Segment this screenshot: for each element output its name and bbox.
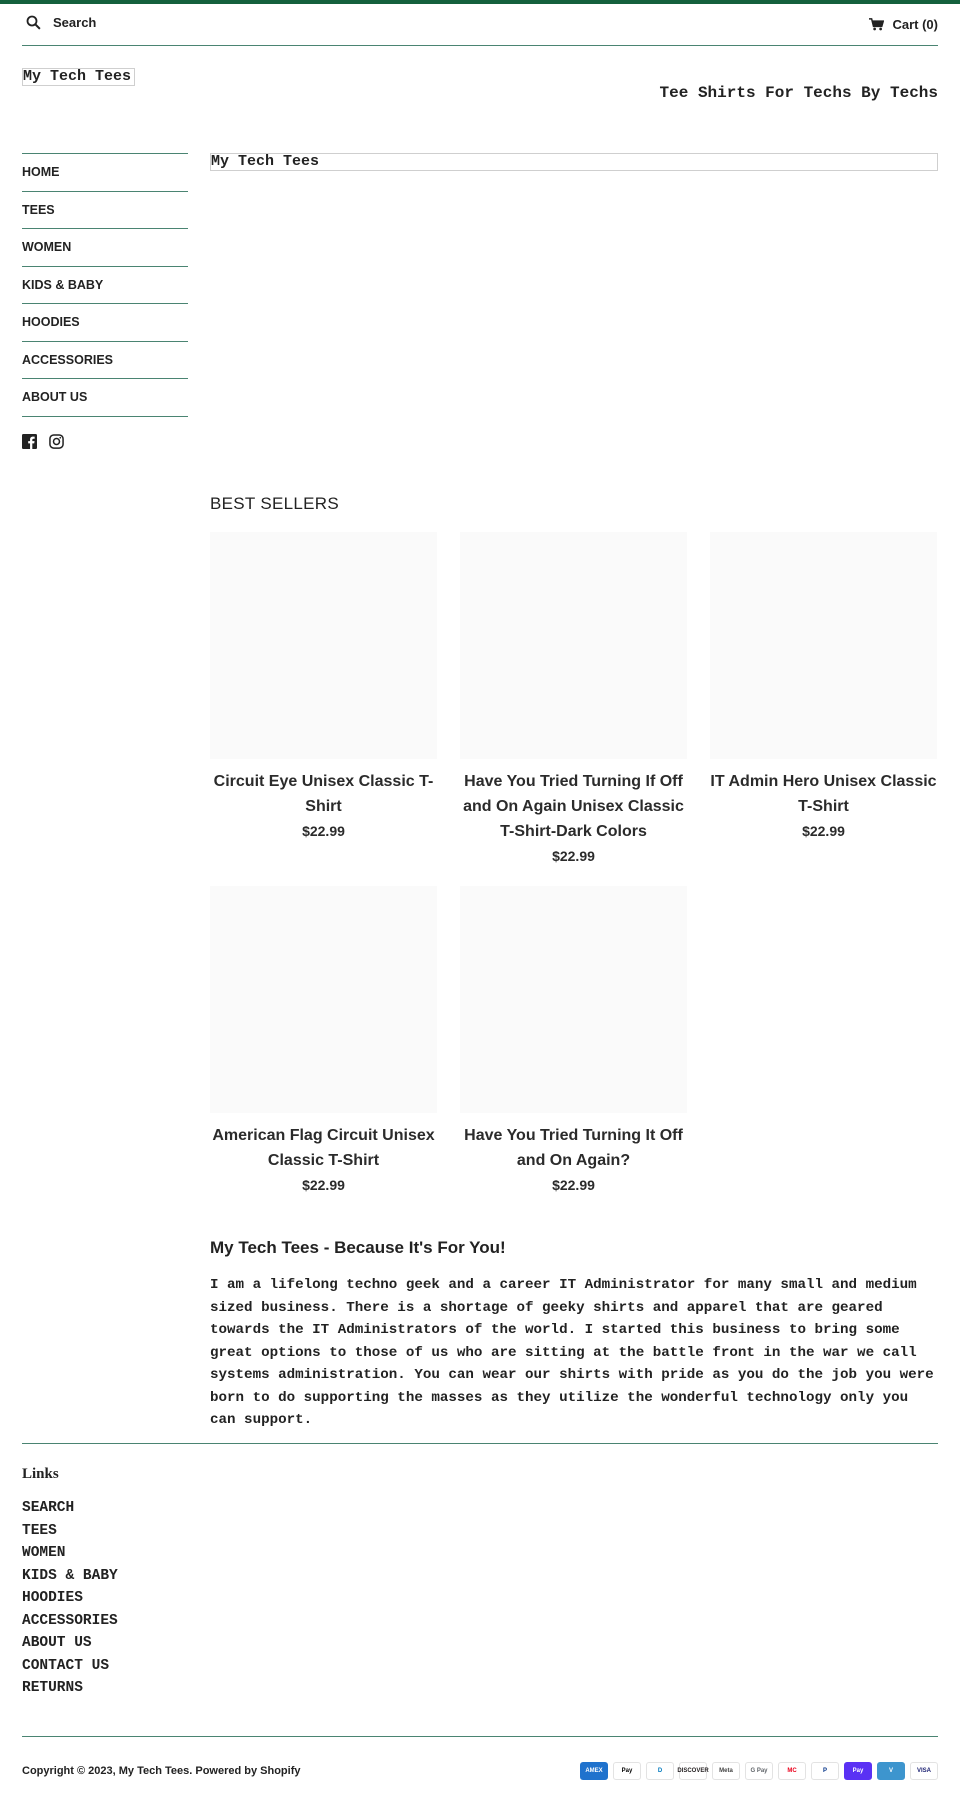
copyright-text: Copyright © 2023, My Tech Tees. Powered by Shopify [22,1765,301,1777]
footer-link-tees[interactable]: TEES [22,1522,57,1539]
product-price: $22.99 [302,823,345,839]
footer-link-contact-us[interactable]: CONTACT US [22,1657,110,1674]
sidebar-item-women[interactable]: WOMEN [22,229,188,267]
visa-icon: VISA [910,1762,938,1780]
paypal-icon: P [811,1762,839,1780]
discover-icon: DISCOVER [679,1762,707,1780]
mastercard-icon: MC [778,1762,806,1780]
footer-link-women[interactable]: WOMEN [22,1545,66,1561]
sidebar-item-tees[interactable]: TEES [22,192,188,230]
meta-pay-icon: Meta [712,1762,740,1780]
product-card[interactable] [210,532,437,843]
product-image[interactable] [210,532,437,759]
footer-link-about-us[interactable]: ABOUT US [22,1635,92,1651]
product-card[interactable] [460,886,687,1197]
footer-divider [22,1443,938,1444]
shop-pay-icon: Pay [844,1762,872,1780]
footer-link-kids-baby[interactable]: KIDS & BABY [22,1567,118,1584]
product-title[interactable]: Circuit Eye Unisex Classic T-Shirt [213,773,434,815]
footer-link-search[interactable]: SEARCH [22,1500,75,1516]
site-logo[interactable]: My Tech Tees [22,68,135,86]
product-title[interactable]: Have You Tried Turning If Off and On Again Unisex Classic T-Shirt-Dark Colors [463,773,684,840]
sidebar-nav [22,153,188,417]
product-title[interactable]: Have You Tried Turning It Off and On Again? [464,1127,683,1169]
product-image[interactable] [210,886,437,1113]
sidebar-item-home[interactable]: HOME [22,154,188,192]
footer-links-title: Links [22,1466,59,1482]
product-card[interactable] [460,532,687,868]
cart-link[interactable] [869,17,938,32]
footer-divider [22,1736,938,1737]
about-title: My Tech Tees - Because It's For You! [210,1238,506,1257]
product-title[interactable]: American Flag Circuit Unisex Classic T-Shirt [212,1127,435,1169]
site-header [22,4,938,46]
apple-pay-icon: Pay [613,1762,641,1780]
footer-link-returns[interactable]: RETURNS [22,1680,83,1696]
amex-icon: AMEX [580,1762,608,1780]
product-image[interactable] [460,532,687,759]
social-links [22,434,64,449]
sidebar-item-kids-baby[interactable]: KIDS & BABY [22,267,188,305]
google-pay-icon: G Pay [745,1762,773,1780]
venmo-icon: V [877,1762,905,1780]
product-price: $22.99 [552,848,595,864]
instagram-icon[interactable] [49,434,64,449]
payment-icons [580,1762,938,1780]
search-button[interactable] [26,15,96,30]
footer-link-hoodies[interactable]: HOODIES [22,1590,83,1606]
product-image[interactable] [460,886,687,1113]
product-price: $22.99 [552,1177,595,1193]
hero-image-title: My Tech Tees [210,153,938,171]
product-price: $22.99 [302,1177,345,1193]
sidebar-item-about-us[interactable]: ABOUT US [22,379,188,417]
product-price: $22.99 [802,823,845,839]
product-card[interactable] [710,532,937,843]
facebook-icon[interactable] [22,434,37,449]
product-card[interactable] [210,886,437,1197]
cart-icon [869,18,884,31]
product-title[interactable]: IT Admin Hero Unisex Classic T-Shirt [710,773,937,815]
about-text: I am a lifelong techno geek and a career IT Administrator for many small and medium sized business. There is a shortage of geeky shirts and apparel that are geared towards the IT Administrators of the world. I started this business to bring some great options to those of us who are sitting at the battle front in the war we call systems administration. You can wear our shirts with pride as you do the job you were born to do supporting the masses as they utilize the wonderful technology only you can support. [210,1277,934,1428]
search-icon [26,15,41,30]
diners-club-icon: D [646,1762,674,1780]
footer-links [22,1497,118,1700]
search-label: Search [53,15,97,30]
footer-link-accessories[interactable]: ACCESSORIES [22,1612,118,1629]
best-sellers-title: BEST SELLERS [210,494,339,513]
sidebar-item-accessories[interactable]: ACCESSORIES [22,342,188,380]
site-tagline: Tee Shirts For Techs By Techs [659,84,938,102]
product-image[interactable] [710,532,937,759]
sidebar-item-hoodies[interactable]: HOODIES [22,304,188,342]
cart-label: Cart (0) [892,17,938,32]
